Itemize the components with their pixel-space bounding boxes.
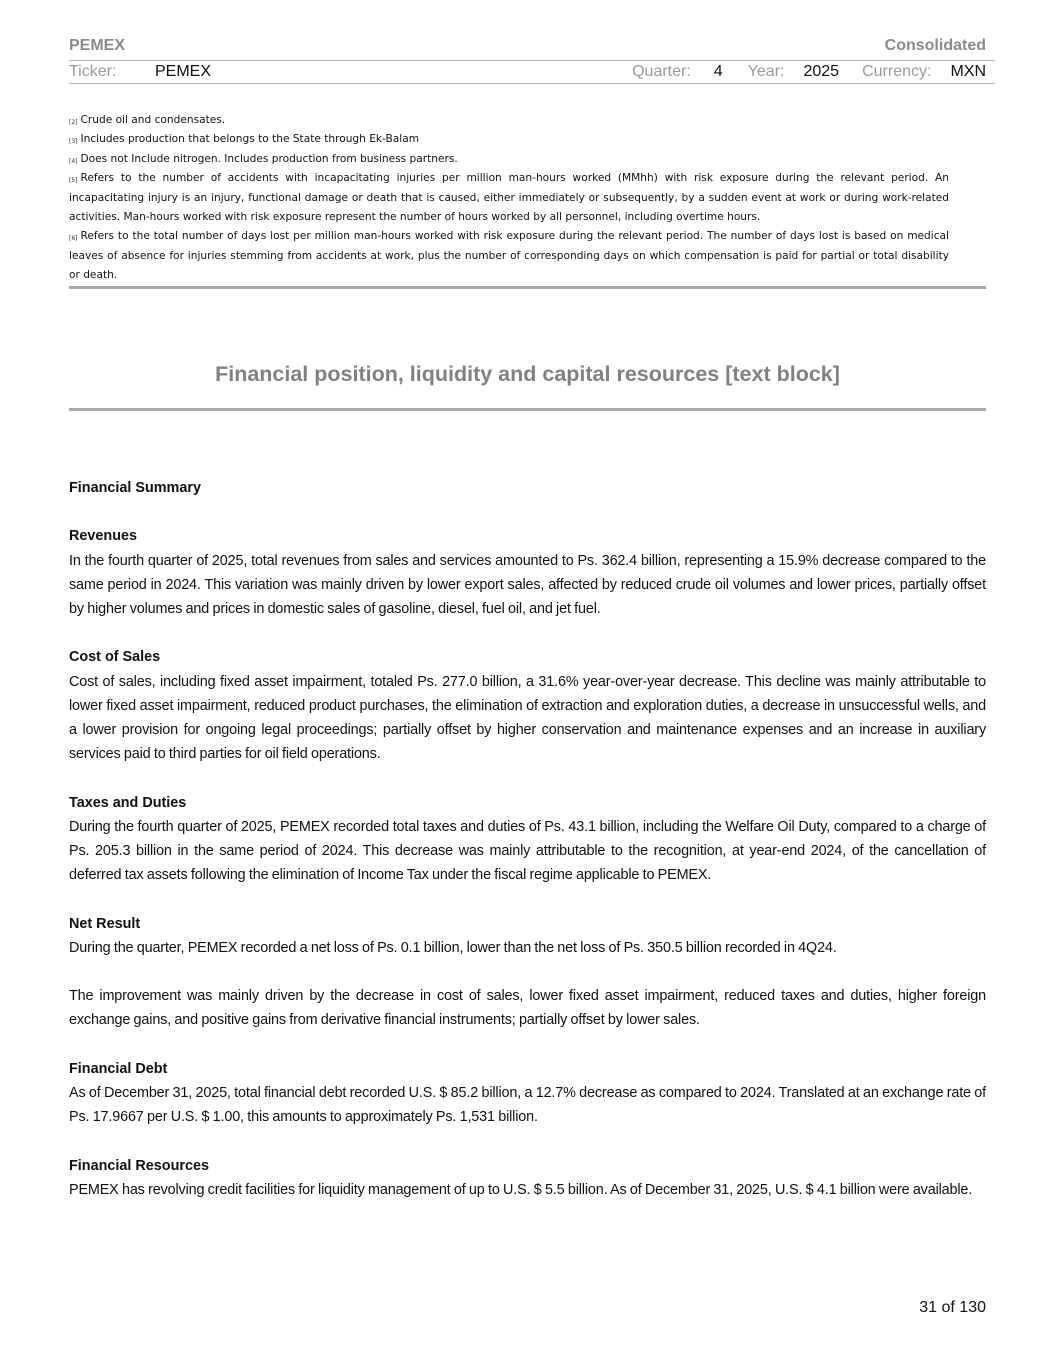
- section-paragraph: The improvement was mainly driven by the decrease in cost of sales, lower fixed asset impairment, reduced taxes and duties, higher foreign exchange gains, and positive gains from derivative financial instruments; partially offset by lower sales.: [69, 988, 986, 1029]
- footnote: [69, 169, 949, 227]
- footnote-marker: [5]: [69, 177, 78, 185]
- footnote-marker: [3]: [69, 138, 78, 146]
- period-info: [632, 61, 986, 83]
- section-financial-resources: [69, 1154, 986, 1202]
- footnote-marker: [4]: [69, 157, 78, 165]
- section-paragraph: In the fourth quarter of 2025, total revenues from sales and services amounted to Ps. 362.4 billion, representing a 15.9% decrease compared to the same period in 2024. This variation was mainly driven by lower export sales, affected by reduced crude oil volumes and lower prices, partially offset by higher volumes and prices in domestic sales of gasoline, diesel, fuel oil, and jet fuel.: [69, 552, 986, 617]
- section-paragraph: During the quarter, PEMEX recorded a net loss of Ps. 0.1 billion, lower than the net loss of Ps. 350.5 billion recorded in 4Q24.: [69, 939, 837, 956]
- report-metadata-row: [69, 61, 986, 83]
- year-value: 2025: [803, 63, 840, 80]
- section-paragraph: PEMEX has revolving credit facilities for liquidity management of up to U.S. $ 5.5 billion. As of December 31, 2025, U.S. $ 4.1 billion were available.: [69, 1181, 973, 1198]
- report-scope: Consolidated: [884, 37, 986, 54]
- ticker-label: Ticker:: [69, 63, 117, 80]
- footnote-text: Crude oil and condensates.: [80, 114, 226, 126]
- page-number: 31 of 130: [919, 1299, 986, 1316]
- section-taxes-and-duties: [69, 791, 986, 888]
- section-financial-debt: [69, 1057, 986, 1130]
- section-net-result: [69, 912, 986, 1033]
- section-heading: Cost of Sales: [69, 649, 161, 666]
- section-heading: Taxes and Duties: [69, 794, 187, 811]
- footnotes: [69, 111, 949, 286]
- footnote-marker: [6]: [69, 235, 78, 243]
- year-label: Year:: [747, 63, 785, 80]
- footnote-marker: [2]: [69, 119, 78, 126]
- currency-label: Currency:: [862, 63, 932, 80]
- footnote: [69, 227, 949, 285]
- section-heading: Financial Debt: [69, 1060, 168, 1077]
- section-revenues: [69, 524, 986, 621]
- footnote: [69, 111, 949, 130]
- footnote-text: Includes production that belongs to the State through Ek-Balam: [80, 133, 420, 146]
- footnote: [69, 150, 949, 169]
- section-paragraph: As of December 31, 2025, total financial debt recorded U.S. $ 85.2 billion, a 12.7% decrease as compared to 2024. Translated at an exchange rate of Ps. 17.9667 per U.S. $ 1.00, this amounts to approximately Ps. 1,531 billion.: [69, 1084, 986, 1126]
- footnote-text: Refers to the total number of days lost per million man-hours worked with risk exposure during the relevant period. The number of days lost is based on medical leaves of absence for injuries stemming from accidents at work, plus the number of corresponding days on which compensation is paid for partial or total disability or death.: [69, 230, 949, 282]
- text-block-body: [69, 476, 986, 1226]
- section-cost-of-sales: [69, 645, 986, 766]
- footnotes-divider: [69, 286, 986, 289]
- section-paragraph: Cost of sales, including fixed asset impairment, totaled Ps. 277.0 billion, a 31.6% year-over-year decrease. This decline was mainly attributable to lower fixed asset impairment, reduced product purchases, the elimination of extraction and exploration duties, a decrease in unsuccessful wells, and a lower provision for ongoing legal proceedings; partially offset by higher conservation and maintenance expenses and an increase in auxiliary services paid to third parties for oil field operations.: [69, 673, 986, 763]
- section-heading: Net Result: [69, 915, 141, 932]
- section-heading: Financial Resources: [69, 1157, 209, 1174]
- report-header: [69, 37, 986, 57]
- section-title-divider: [69, 408, 986, 411]
- quarter-value: 4: [713, 63, 723, 80]
- section-heading: Revenues: [69, 528, 137, 545]
- currency-value: MXN: [950, 63, 986, 80]
- company-name: PEMEX: [69, 37, 126, 54]
- footnote: [69, 130, 949, 149]
- header-divider-bottom: [69, 83, 995, 84]
- quarter-label: Quarter:: [632, 63, 691, 80]
- section-title: Financial position, liquidity and capital resources [text block]: [215, 362, 840, 386]
- section-paragraph: During the fourth quarter of 2025, PEMEX recorded total taxes and duties of Ps. 43.1 billion, including the Welfare Oil Duty, compared to a charge of Ps. 205.3 billion in the same period of 2024. This decrease was mainly attributable to the recognition, at year-end 2024, of the cancellation of deferred tax assets following the elimination of Income Tax under the fiscal regime applicable to PEMEX.: [69, 818, 986, 884]
- footnote-text: Does not Include nitrogen. Includes production from business partners.: [80, 152, 458, 165]
- footnote-text: Refers to the number of accidents with incapacitating injuries per million man-hours worked (MMhh) with risk exposure during the relevant period. An incapacitating injury is an injury, functional damage or death that is caused, either immediately or subsequently, by a sudden event at work or during work-related activities. Man-hours worked with risk exposure represent the number of hours worked by all personnel, including overtime hours.: [69, 172, 949, 224]
- financial-summary-heading: Financial Summary: [69, 480, 201, 496]
- ticker-value: PEMEX: [155, 63, 212, 80]
